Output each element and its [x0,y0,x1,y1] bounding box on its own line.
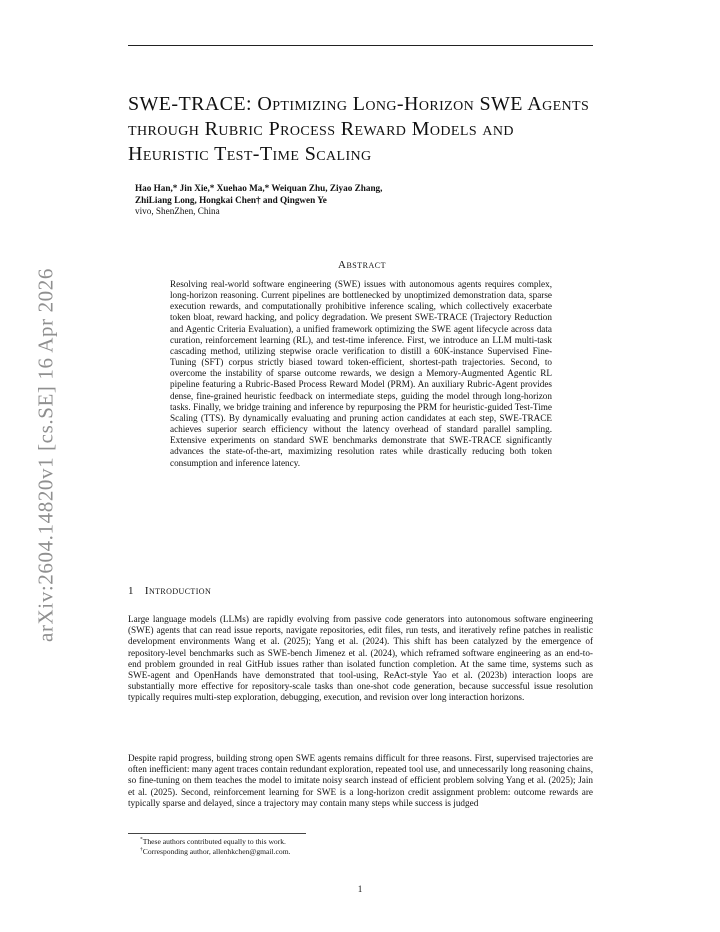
header-rule [128,45,593,46]
footnote-equal-contribution: *These authors contributed equally to this work. [140,836,286,846]
footnote-rule [128,833,306,834]
page-number: 1 [357,884,363,894]
intro-paragraph-2: Despite rapid progress, building strong open SWE agents remains difficult for three reasons. First, supervised trajectories are often inefficient: many agent traces contain redundant exploration, repeated tool use, and unnecessarily long reasoning chains, so fine-tuning on them teaches the model to imitate noisy search instead of efficient problem solving Yang et al. (2025); Jain et al. (2025). Second, reinforcement learning for SWE is a long-horizon credit assignment problem: outcome rewards are typically sparse and delayed, since a trajectory may contain many steps while success is judged [128,753,593,808]
author-list-line-1: Hao Han,* Jin Xie,* Xuehao Ma,* Weiquan Zhu, Ziyao Zhang, [135,183,383,193]
footnotes [140,837,291,857]
abstract-text: Resolving real-world software engineering (SWE) issues with autonomous agents requires complex, long-horizon reasoning. Current pipelines are bottlenecked by unoptimized demonstration data, sparse execution rewards, and computationally prohibitive inference scaling, which collectively exacerbate token bloat, reward hacking, and policy degradation. We present SWE-TRACE (Trajectory Reduction and Agentic Criteria Evaluation), a unified framework optimizing the SWE agent lifecycle across data curation, reinforcement learning (RL), and test-time inference. First, we introduce an LLM multi-task cascading method, utilizing stepwise oracle verification to distill a 60K-instance Supervised Fine-Tuning (SFT) corpus strictly biased toward token-efficient, shortest-path trajectories. Second, to overcome the instability of sparse outcome rewards, we design a Memory-Augmented Agentic RL pipeline featuring a Rubric-Based Process Reward Model (PRM). An auxiliary Rubric-Agent provides dense, fine-grained heuristic feedback on intermediate steps, guiding the model through long-horizon tasks. Finally, we bridge training and inference by repurposing the PRM for heuristic-guided Test-Time Scaling (TTS). By dynamically evaluating and pruning action candidates at each step, SWE-TRACE achieves superior search efficiency without the latency overhead of standard parallel sampling. Extensive experiments on standard SWE benchmarks demonstrate that SWE-TRACE significantly advances the state-of-the-art, maximizing resolution rates while drastically reducing both token consumption and inference latency. [170,279,552,468]
footnote-corresponding-author: †Corresponding author, allenhkchen@gmail.com. [140,846,291,856]
arxiv-identifier: arXiv:2604.14820v1 [cs.SE] 16 Apr 2026 [33,268,58,642]
intro-paragraph-1: Large language models (LLMs) are rapidly evolving from passive code generators into autonomous software engineering (SWE) agents that can read issue reports, navigate repositories, edit files, run tests, and iteratively refine patches in realistic development environments Wang et al. (2025); Yang et al. (2024). This shift has been catalyzed by the emergence of repository-level benchmarks such as SWE-bench Jimenez et al. (2024), which reframed software engineering as an end-to-end problem grounded in real GitHub issues rather than isolated function completion. At the same time, systems such as SWE-agent and OpenHands have demonstrated that tool-using, ReAct-style Yao et al. (2023b) interaction loops are substantially more effective for repository-scale tasks than one-shot code generation, because successful issue resolution typically requires multi-step exploration, debugging, execution, and revision over long interaction horizons. [128,614,593,703]
section-title: Introduction [144,585,212,597]
author-list-line-2: ZhiLiang Long, Hongkai Chen† and Qingwen Ye [135,194,327,205]
abstract-heading: Abstract [338,259,386,271]
paper-title: SWE-TRACE: Optimizing Long-Horizon SWE Agents through Rubric Process Reward Models and Heuristic Test-Time Scaling [128,93,590,165]
section-heading-introduction [128,585,211,597]
section-number: 1 [128,585,134,597]
author-block [135,183,575,218]
affiliation: vivo, ShenZhen, China [135,206,220,217]
